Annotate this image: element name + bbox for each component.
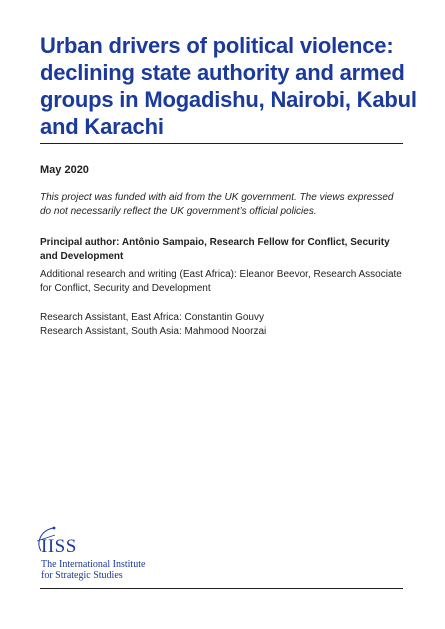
additional-research-credit: Additional research and writing (East Africa): Eleanor Beevor, Research Associate for Conflict, Security and Development	[40, 269, 402, 294]
research-assistants-list	[40, 311, 405, 339]
iiss-logo	[33, 525, 193, 585]
funding-disclaimer: This project was funded with aid from the UK government. The views expressed do not necessarily reflect the UK government’s official policies.	[40, 192, 394, 217]
research-assistant-east-africa: Research Assistant, East Africa: Constantin Gouvy	[40, 312, 264, 323]
iiss-logo-mark: IISS	[41, 536, 77, 557]
iiss-logo-name-line1: The International Institute	[41, 559, 146, 570]
research-assistant-south-asia: Research Assistant, South Asia: Mahmood Noorzai	[40, 326, 267, 337]
principal-author: Principal author: Antônio Sampaio, Research Fellow for Conflict, Security and Development	[40, 237, 390, 262]
footer-divider	[40, 588, 403, 589]
iiss-logo-name	[41, 559, 145, 581]
title-divider	[40, 143, 403, 144]
iiss-logo-name-line2: for Strategic Studies	[41, 570, 123, 581]
report-title: Urban drivers of political violence: declining state authority and armed groups in Mogadishu, Nairobi, Kabul and Karachi	[40, 33, 417, 139]
publication-date: May 2020	[40, 164, 89, 176]
